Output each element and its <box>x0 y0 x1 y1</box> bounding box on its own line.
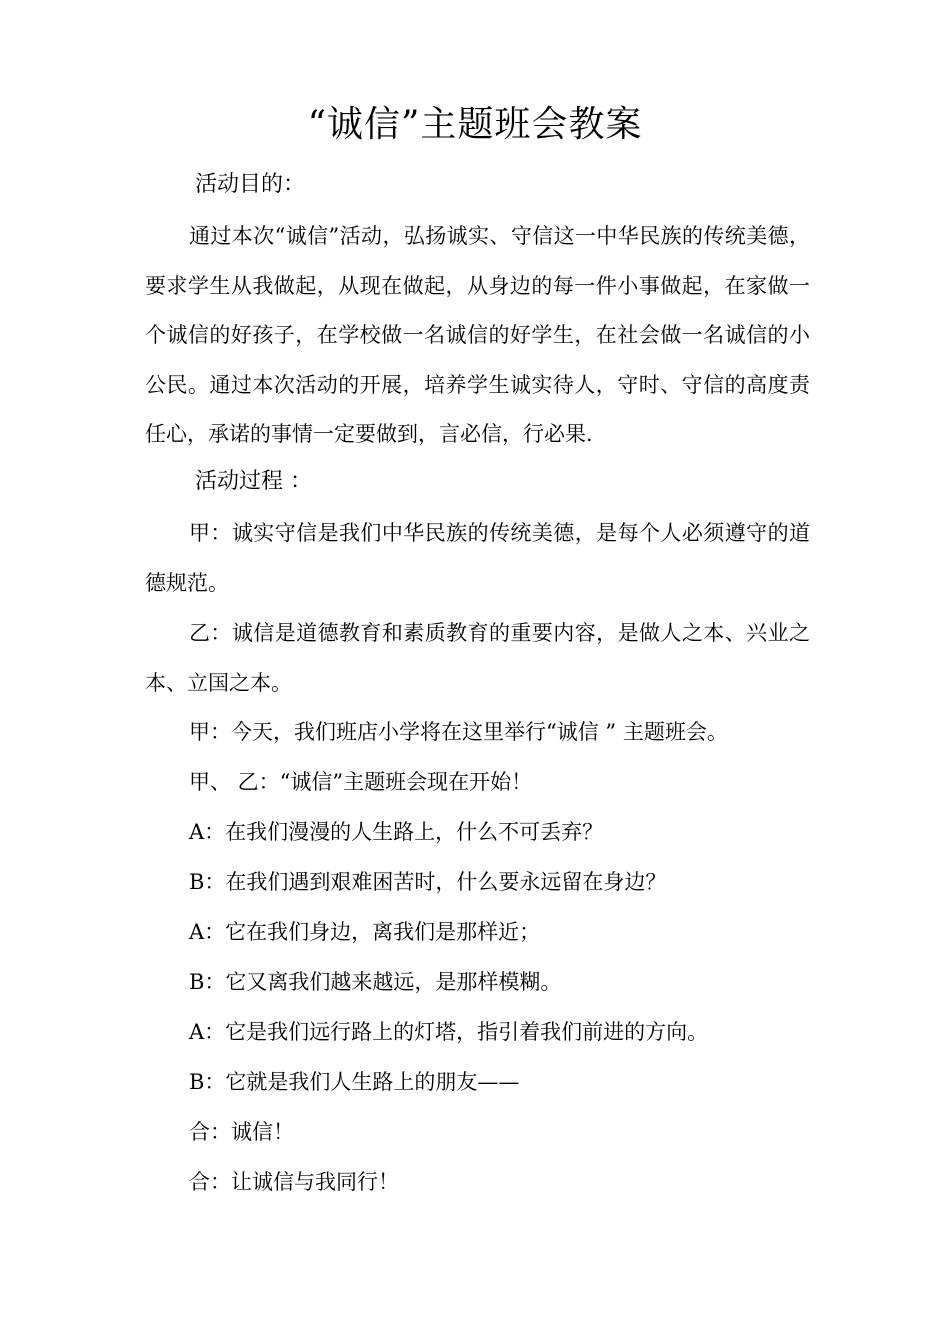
dialogue-line: 合：诚信！ <box>189 1120 294 1144</box>
dialogue-line: 甲、 乙：“诚信”主题班会现在开始！ <box>189 770 533 794</box>
process-paragraph-1: 甲：诚实守信是我们中华民族的传统美德，是每个人必须遵守的道德规范。 <box>145 521 810 595</box>
dialogue-line: 甲：今天，我们班店小学将在这里举行“诚信 ” 主题班会。 <box>189 720 728 744</box>
process-heading: 活动过程 ： <box>195 469 312 494</box>
dialogue-line: B：它又离我们越来越远，是那样模糊。 <box>189 970 562 994</box>
dialogue-line: B：它就是我们人生路上的朋友—— <box>189 1070 520 1094</box>
dialogue-line: A：在我们漫漫的人生路上，什么不可丢弃？ <box>189 820 604 844</box>
dialogue-line: 合：让诚信与我同行！ <box>189 1170 399 1194</box>
dialogue-line: B：在我们遇到艰难困苦时，什么要永远留在身边？ <box>189 870 667 894</box>
purpose-paragraph: 通过本次“诚信”活动，弘扬诚实、守信这一中华民族的传统美德，要求学生从我做起，从现在做起，从身边的每一件小事做起，在家做一个诚信的好孩子，在学校做一名诚信的好学生，在社会做一名诚信的小公民。通过本次活动的开展，培养学生诚实待人，守时、守信的高度责任心，承诺的事情一定要做到，言必信，行必果. <box>145 224 810 446</box>
purpose-heading: 活动目的： <box>195 172 306 197</box>
dialogue-line: A：它在我们身边，离我们是那样近； <box>189 920 541 944</box>
document-title: “诚信”主题班会教案 <box>307 104 643 145</box>
process-paragraph-2: 乙：诚信是道德教育和素质教育的重要内容，是做人之本、兴业之本、立国之本。 <box>145 621 810 695</box>
dialogue-line: A：它是我们远行路上的灯塔，指引着我们前进的方向。 <box>189 1020 709 1044</box>
